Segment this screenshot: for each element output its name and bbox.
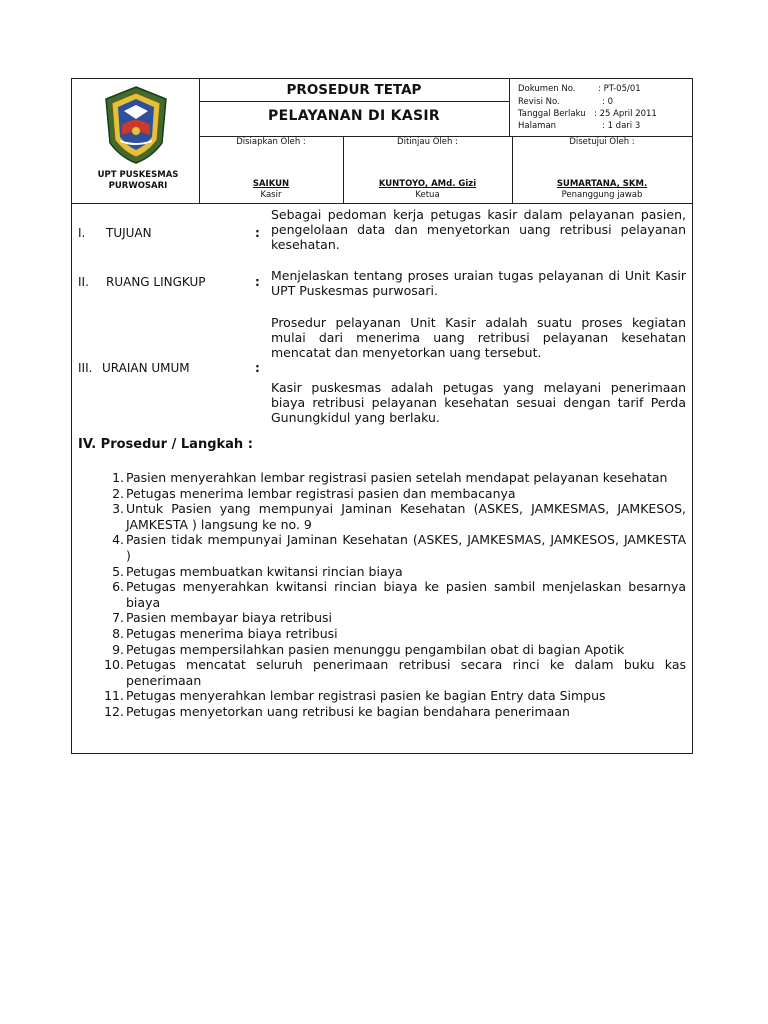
list-item [102, 704, 686, 720]
sig-prepared-name: SAIKUN [252, 179, 290, 189]
meta-row-halaman [518, 121, 688, 132]
list-item [102, 470, 686, 486]
meta-label: Dokumen No. [518, 84, 576, 94]
meta-label: Tanggal Berlaku [518, 109, 586, 119]
title-prosedur-tetap: PROSEDUR TETAP [286, 82, 422, 98]
list-item-num: 11. [104, 688, 124, 704]
section-tujuan-num: I. [78, 226, 86, 240]
list-item-text: Petugas menyetorkan uang retribusi ke bagian bendahara penerimaan [126, 703, 570, 719]
meta-row-dokumen [518, 84, 688, 95]
list-item [102, 610, 686, 626]
org-name-line1: UPT PUSKESMAS [97, 170, 179, 180]
list-item-text: Petugas menerima biaya retribusi [126, 625, 338, 641]
list-item [102, 564, 686, 580]
list-item-text: Pasien tidak mempunyai Jaminan Kesehatan (ASKES, JAMKESMAS, JAMKESOS, JAMKESTA ) [126, 532, 686, 563]
meta-label: Revisi No. [518, 97, 560, 107]
list-item [102, 486, 686, 502]
list-item-num: 1. [112, 470, 124, 485]
list-item-num: 8. [112, 625, 124, 641]
section-tujuan-label: TUJUAN [106, 226, 152, 240]
list-item-text: Pasien membayar biaya retribusi [126, 610, 333, 626]
section-uraian-label: URAIAN UMUM [102, 361, 190, 375]
meta-value: : 25 April 2011 [594, 109, 657, 119]
section-tujuan-text: Sebagai pedoman kerja petugas kasir dalam pelayanan pasien, pengelolaan data dan menyetorkan uang retribusi pelayanan kesehatan. [271, 207, 686, 252]
list-item-text: Petugas menyerahkan lembar registrasi pasien ke bagian Entry data Simpus [126, 688, 606, 704]
list-item-num: 9. [112, 641, 124, 657]
list-item-num: 7. [112, 610, 124, 626]
document-meta [518, 84, 688, 132]
sig-approved-role: Penanggung jawab [561, 190, 643, 200]
list-item-num: 2. [112, 485, 124, 501]
list-item-num: 3. [112, 501, 124, 517]
list-item-text: Petugas mempersilahkan pasien menunggu pengambilan obat di bagian Apotik [126, 641, 625, 657]
section-prosedur-heading: IV. Prosedur / Langkah : [78, 437, 253, 452]
sig-approved-head: Disetujui Oleh : [569, 137, 635, 147]
meta-value: : 0 [602, 97, 613, 107]
list-item-text: Pasien menyerahkan lembar registrasi pasien setelah mendapat pelayanan kesehatan [126, 470, 668, 485]
section-uraian-text-1: Prosedur pelayanan Unit Kasir adalah suatu proses kegiatan mulai dari menerima uang retribusi pelayanan kesehatan mencatat dan menyetorkan uang tersebut. [271, 315, 686, 360]
list-item [102, 688, 686, 704]
meta-row-tanggal [518, 109, 688, 120]
list-item [102, 501, 686, 532]
list-item-num: 4. [112, 532, 124, 548]
list-item-num: 12. [104, 703, 124, 719]
list-item-text: Petugas mencatat seluruh penerimaan retribusi secara rinci ke dalam buku kas penerimaan [126, 657, 686, 688]
list-item-num: 6. [112, 579, 124, 595]
list-item-text: Petugas membuatkan kwitansi rincian biaya [126, 563, 403, 579]
sig-prepared-head: Disiapkan Oleh : [236, 137, 306, 147]
sig-reviewed-head: Ditinjau Oleh : [397, 137, 458, 147]
list-item-num: 10. [104, 657, 124, 673]
section-ruang-num: II. [78, 275, 89, 289]
sig-approved-name: SUMARTANA, SKM. [556, 179, 648, 189]
section-tujuan-colon: : [255, 226, 260, 240]
meta-value: : PT-05/01 [598, 84, 641, 94]
list-item-text: Petugas menyerahkan kwitansi rincian biaya ke pasien sambil menjelaskan besarnya biaya [126, 579, 686, 610]
title-pelayanan-di-kasir: PELAYANAN DI KASIR [268, 108, 440, 124]
list-item [102, 657, 686, 688]
section-ruang-text: Menjelaskan tentang proses uraian tugas pelayanan di Unit Kasir UPT Puskesmas purwosari. [271, 268, 686, 298]
section-uraian-num: III. [78, 361, 93, 375]
puskesmas-logo [100, 85, 172, 165]
section-ruang-colon: : [255, 275, 260, 289]
list-item [102, 532, 686, 563]
meta-label: Halaman [518, 121, 557, 131]
list-item-text: Petugas menerima lembar registrasi pasien dan membacanya [126, 485, 516, 501]
list-item-text: Untuk Pasien yang mempunyai Jaminan Kesehatan (ASKES, JAMKESMAS, JAMKESOS, JAMKESTA ) langsung ke no. 9 [126, 501, 686, 532]
sig-prepared-role: Kasir [260, 190, 282, 200]
list-item-num: 5. [112, 563, 124, 579]
procedure-list [102, 470, 686, 720]
sig-reviewed-role: Ketua [415, 190, 440, 200]
section-uraian-text-2: Kasir puskesmas adalah petugas yang melayani penerimaan biaya retribusi pelayanan kesehatan sesuai dengan tarif Perda Gunungkidul yang berlaku. [271, 380, 686, 425]
section-uraian-colon: : [255, 361, 260, 375]
sig-reviewed-name: KUNTOYO, AMd. Gizi [378, 179, 477, 189]
list-item [102, 579, 686, 610]
list-item [102, 626, 686, 642]
meta-value: : 1 dari 3 [602, 121, 641, 131]
org-name-line2: PURWOSARI [108, 181, 168, 191]
crest-icon [100, 85, 172, 165]
list-item [102, 642, 686, 658]
document-page [71, 78, 693, 754]
section-ruang-label: RUANG LINGKUP [106, 275, 206, 289]
meta-row-revisi [518, 97, 688, 108]
